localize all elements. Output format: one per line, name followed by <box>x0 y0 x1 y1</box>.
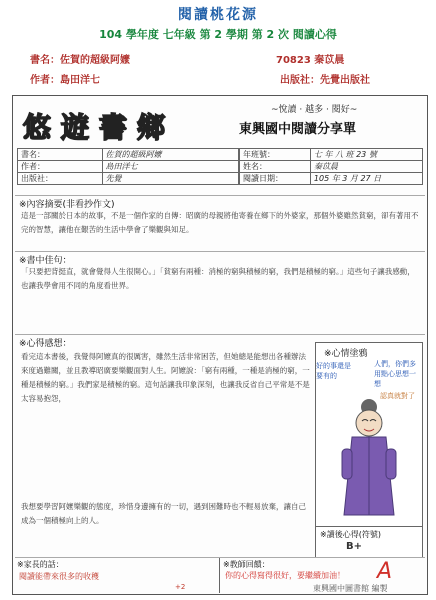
publisher-value: 先覺 <box>102 173 239 185</box>
page-subtitle: 104 學年度 七年級 第 2 學期 第 2 次 閱讀心得 <box>99 28 337 41</box>
quotes-text: 「只要把背挺直，就會覺得人生很開心。」「貧窮有兩種：消極的窮與積極的窮，我們是積極的窮。」這些句子讓我感動，也讓我學會用不同的角度看世界。 <box>21 267 415 290</box>
worksheet-title: 東興國中閱讀分享單 <box>239 122 357 137</box>
info-row-publisher <box>18 173 239 185</box>
reading-worksheet <box>12 95 428 595</box>
footer-credit: 東興國中圖書館 編製 <box>313 584 388 593</box>
divider <box>15 251 425 252</box>
teacher-heading: ※教師回饋： <box>223 560 270 569</box>
grade-label: ※讀後心得(符號) <box>320 530 381 539</box>
info-row-book <box>18 149 239 161</box>
mood-heading: ※心情塗鴉 <box>324 349 368 359</box>
info-row-author <box>18 161 239 173</box>
grandmother-drawing-icon <box>338 397 400 521</box>
summary-heading: ※內容摘要(非看抄作文) <box>19 200 115 210</box>
class-value: 七 年 八 班 23 號 <box>310 149 422 161</box>
name-value: 秦苡晨 <box>310 161 422 173</box>
parent-mark: +2 <box>175 583 186 591</box>
doodle-note: 人們，你們多用點心思想一想 <box>374 360 416 388</box>
parent-comment: 閱讀能帶來很多的收穫 <box>19 572 99 581</box>
author-value: 島田洋七 <box>102 161 239 173</box>
class-key: 年班號： <box>240 149 311 161</box>
parent-comment-box <box>15 559 219 593</box>
book-key: 書名： <box>18 149 103 161</box>
publisher-key: 出版社： <box>18 173 103 185</box>
logo-text: 悠遊書鄉 <box>23 111 176 144</box>
publisher-line: 出版社：先覺出版社 <box>280 75 370 86</box>
author-key: 作者： <box>18 161 103 173</box>
reflection-text-continued: 我想要學習阿嬤樂觀的態度，珍惜身邊擁有的一切，遇到困難時也不輕易放棄，讓自己成為一個積極向上的人。 <box>21 502 306 525</box>
book-info-table <box>17 148 239 185</box>
student-code-line: 70823 秦苡晨 <box>276 55 345 66</box>
divider <box>219 558 220 593</box>
author-line: 作者：島田洋七 <box>30 75 100 86</box>
teacher-comment: 你的心得寫得很好，要繼續加油！ <box>225 571 345 580</box>
grade-box <box>315 526 423 558</box>
divider <box>15 557 425 558</box>
doodle-note: 好的事還是要有的 <box>316 362 351 380</box>
worksheet-slogan: ~悅讀 · 越多 · 閱好~ <box>271 105 358 115</box>
quotes-heading: ※書中佳句： <box>19 256 72 266</box>
date-value: 105 年 3 月 27 日 <box>310 173 422 185</box>
student-info-table <box>239 148 423 185</box>
page-title: 閱讀桃花源 <box>178 7 258 23</box>
teacher-mark: A <box>377 559 393 584</box>
doodle-note: 認真就對了 <box>380 392 415 400</box>
info-row-date <box>240 173 423 185</box>
name-key: 姓名： <box>240 161 311 173</box>
mood-doodle-box <box>315 342 423 528</box>
divider <box>15 334 425 335</box>
summary-text: 這是一部關於日本的故事，不是一個作家的自傳：昭廣的母親將他寄養在鄉下的外婆家，那個外婆雖然貧窮，卻有著用不完的智慧，讓他在艱苦的生活中學會了樂觀與知足。 <box>21 211 419 234</box>
reflection-text: 看完這本書後，我覺得阿嬤真的很厲害，雖然生活非常困苦，但她總是能想出各種辦法來度過難關，並且教導昭廣要樂觀面對人生。阿嬤說：「窮有兩種，一種是消極的窮，一種是積極的窮。」我們家是積極的窮。這句話讓我印象深刻，也讓我反省自己平常是不是太容易抱怨， <box>21 352 310 403</box>
date-key: 閱讀日期： <box>240 173 311 185</box>
info-row-class <box>240 149 423 161</box>
book-value: 佐賀的超級阿嬤 <box>102 149 239 161</box>
worksheet-logo <box>17 100 222 146</box>
book-title-line: 書名：佐賀的超級阿嬤 <box>30 55 130 66</box>
info-row-name <box>240 161 423 173</box>
reflection-heading: ※心得感想： <box>19 339 72 349</box>
divider <box>15 195 425 196</box>
grade-value: B+ <box>346 541 363 552</box>
parent-heading: ※家長的話： <box>17 560 64 569</box>
